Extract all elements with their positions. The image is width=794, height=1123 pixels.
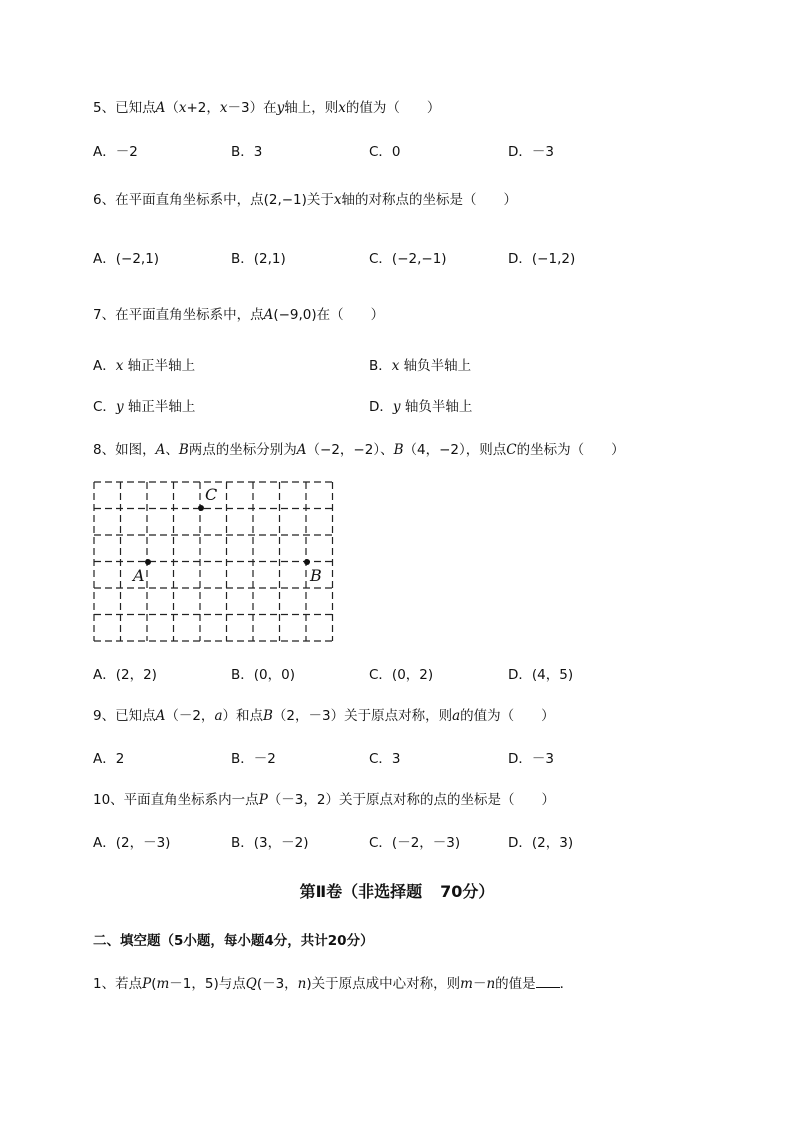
fill-question-1 [93, 975, 573, 993]
question-6 [93, 191, 517, 209]
q10-text: 10、平面直角坐标系内一点 [93, 792, 259, 808]
q5-option-a[interactable]: A．－2 [93, 144, 138, 160]
q9-point: B [263, 708, 273, 724]
q6-option-d[interactable]: D．(−1,2) [508, 251, 576, 267]
q9-var: a [214, 708, 223, 724]
q8-point: A [155, 442, 166, 458]
fill1-text: )关于原点成中心对称，则 [306, 976, 461, 992]
q7-option-d[interactable] [369, 398, 472, 416]
fill1-point: Q [245, 976, 257, 992]
q5-option-d[interactable]: D．－3 [508, 144, 554, 160]
q5-var: x [338, 100, 346, 116]
q7-text: 7、在平面直角坐标系中，点 [93, 307, 264, 323]
part-2-title-text: 第Ⅱ卷（非选择题 [299, 882, 423, 901]
question-9 [93, 707, 555, 725]
q8-text: 的坐标为（ ） [516, 442, 625, 458]
q8-option-a[interactable]: A．(2，2) [93, 667, 157, 683]
q7-option-var: x [391, 358, 400, 374]
question-5 [93, 99, 440, 117]
q7-option-text: 轴负半轴上 [400, 399, 473, 415]
q9-text: （2，－3）关于原点对称，则 [272, 708, 453, 724]
q8-point: B [178, 442, 189, 458]
q9-text: （－2， [165, 708, 215, 724]
q5-text: 的值为（ ） [345, 100, 441, 116]
section-2-heading: 二、填空题（5小题，每小题4分，共计20分） [93, 933, 374, 949]
q5-text: （ [165, 100, 179, 116]
q7-option-var: x [115, 358, 124, 374]
q7-option-text: 轴负半轴上 [399, 358, 472, 374]
fill1-text: 的值是 [495, 976, 536, 992]
q7-text: (−9,0)在（ ） [273, 307, 385, 323]
fill1-var: m [156, 976, 170, 992]
point-b-dot [304, 559, 310, 565]
q9-text: 的值为（ ） [460, 708, 555, 724]
q9-point: A [155, 708, 166, 724]
q7-option-letter: C． [93, 399, 116, 415]
q8-text: 两点的坐标分别为 [188, 442, 297, 458]
q9-option-c[interactable]: C．3 [369, 751, 401, 767]
q8-text: （4，−2），则点 [403, 442, 507, 458]
fill1-text: (－3， [256, 976, 298, 992]
q6-option-b[interactable]: B．(2,1) [231, 251, 286, 267]
part-2-score: 70分） [440, 882, 495, 901]
q5-text: +2， [186, 100, 220, 116]
q10-option-c[interactable]: C．(－2，－3) [369, 835, 461, 851]
fill1-text: 1、若点 [93, 976, 143, 992]
q8-text: （−2，−2）、 [306, 442, 394, 458]
point-a-label: A [133, 566, 145, 585]
question-7 [93, 306, 384, 324]
q7-option-text: 轴正半轴上 [123, 358, 196, 374]
q7-option-a[interactable] [93, 357, 195, 375]
q9-option-b[interactable]: B．－2 [231, 751, 276, 767]
question-8 [93, 441, 625, 459]
q5-text: －3）在 [227, 100, 277, 116]
q7-option-var: y [115, 399, 124, 415]
q6-text: 6、在平面直角坐标系中，点(2,−1)关于 [93, 192, 334, 208]
q10-text: （－3，2）关于原点对称的点的坐标是（ ） [267, 792, 555, 808]
q8-option-b[interactable]: B．(0，0) [231, 667, 295, 683]
q5-option-b[interactable]: B．3 [231, 144, 263, 160]
point-a-dot [145, 559, 151, 565]
q5-text: 已知点 [115, 100, 156, 116]
q8-option-c[interactable]: C．(0，2) [369, 667, 434, 683]
q10-option-d[interactable]: D．(2，3) [508, 835, 574, 851]
q7-point: A [263, 307, 274, 323]
q6-option-c[interactable]: C．(−2,−1) [369, 251, 447, 267]
q5-var: x [219, 100, 228, 116]
q9-option-a[interactable]: A．2 [93, 751, 125, 767]
grid-lines [94, 482, 333, 641]
q5-point: A [155, 100, 166, 116]
q6-text: 轴的对称点的坐标是（ ） [341, 192, 518, 208]
q10-option-a[interactable]: A．(2，－3) [93, 835, 171, 851]
q8-text: 、 [165, 442, 179, 458]
fill1-text: ． [559, 976, 574, 992]
q8-grid-figure [92, 480, 338, 646]
q10-point: P [258, 792, 268, 808]
q9-option-d[interactable]: D．－3 [508, 751, 554, 767]
q8-point: B [393, 442, 404, 458]
point-b-label: B [310, 566, 322, 585]
fill1-text: －1，5)与点 [169, 976, 246, 992]
q7-option-letter: B． [369, 358, 392, 374]
q8-point: A [296, 442, 307, 458]
q6-var: x [333, 192, 342, 208]
fill1-var: m [460, 976, 473, 992]
fill1-text: ( [151, 976, 157, 992]
part-2-title [0, 882, 794, 902]
q8-text: 8、如图， [93, 442, 156, 458]
q5-text: 5、 [93, 100, 116, 116]
q6-option-a[interactable]: A．(−2,1) [93, 251, 160, 267]
q7-option-c[interactable] [93, 398, 195, 416]
q9-text: 9、已知点 [93, 708, 156, 724]
q9-var: a [452, 708, 461, 724]
q8-option-d[interactable]: D．(4，5) [508, 667, 574, 683]
question-10 [93, 791, 555, 809]
fill1-text: － [472, 976, 487, 992]
q7-option-letter: D． [369, 399, 393, 415]
point-c-label: C [205, 485, 218, 504]
q7-option-text: 轴正半轴上 [123, 399, 196, 415]
q5-var: y [276, 100, 285, 116]
q5-text: 轴上，则 [284, 100, 339, 116]
q7-option-letter: A． [93, 358, 116, 374]
q7-option-b[interactable] [369, 357, 471, 375]
point-c-dot [198, 505, 204, 511]
q7-option-var: y [392, 399, 401, 415]
q9-text: ）和点 [222, 708, 263, 724]
q5-var: x [178, 100, 187, 116]
q8-point: C [506, 442, 517, 458]
fill1-var: n [486, 976, 496, 992]
q5-option-c[interactable]: C．0 [369, 144, 401, 160]
fill1-var: n [297, 976, 307, 992]
fill1-point: P [142, 976, 152, 992]
answer-blank[interactable] [536, 975, 560, 988]
q10-option-b[interactable]: B．(3，－2) [231, 835, 309, 851]
